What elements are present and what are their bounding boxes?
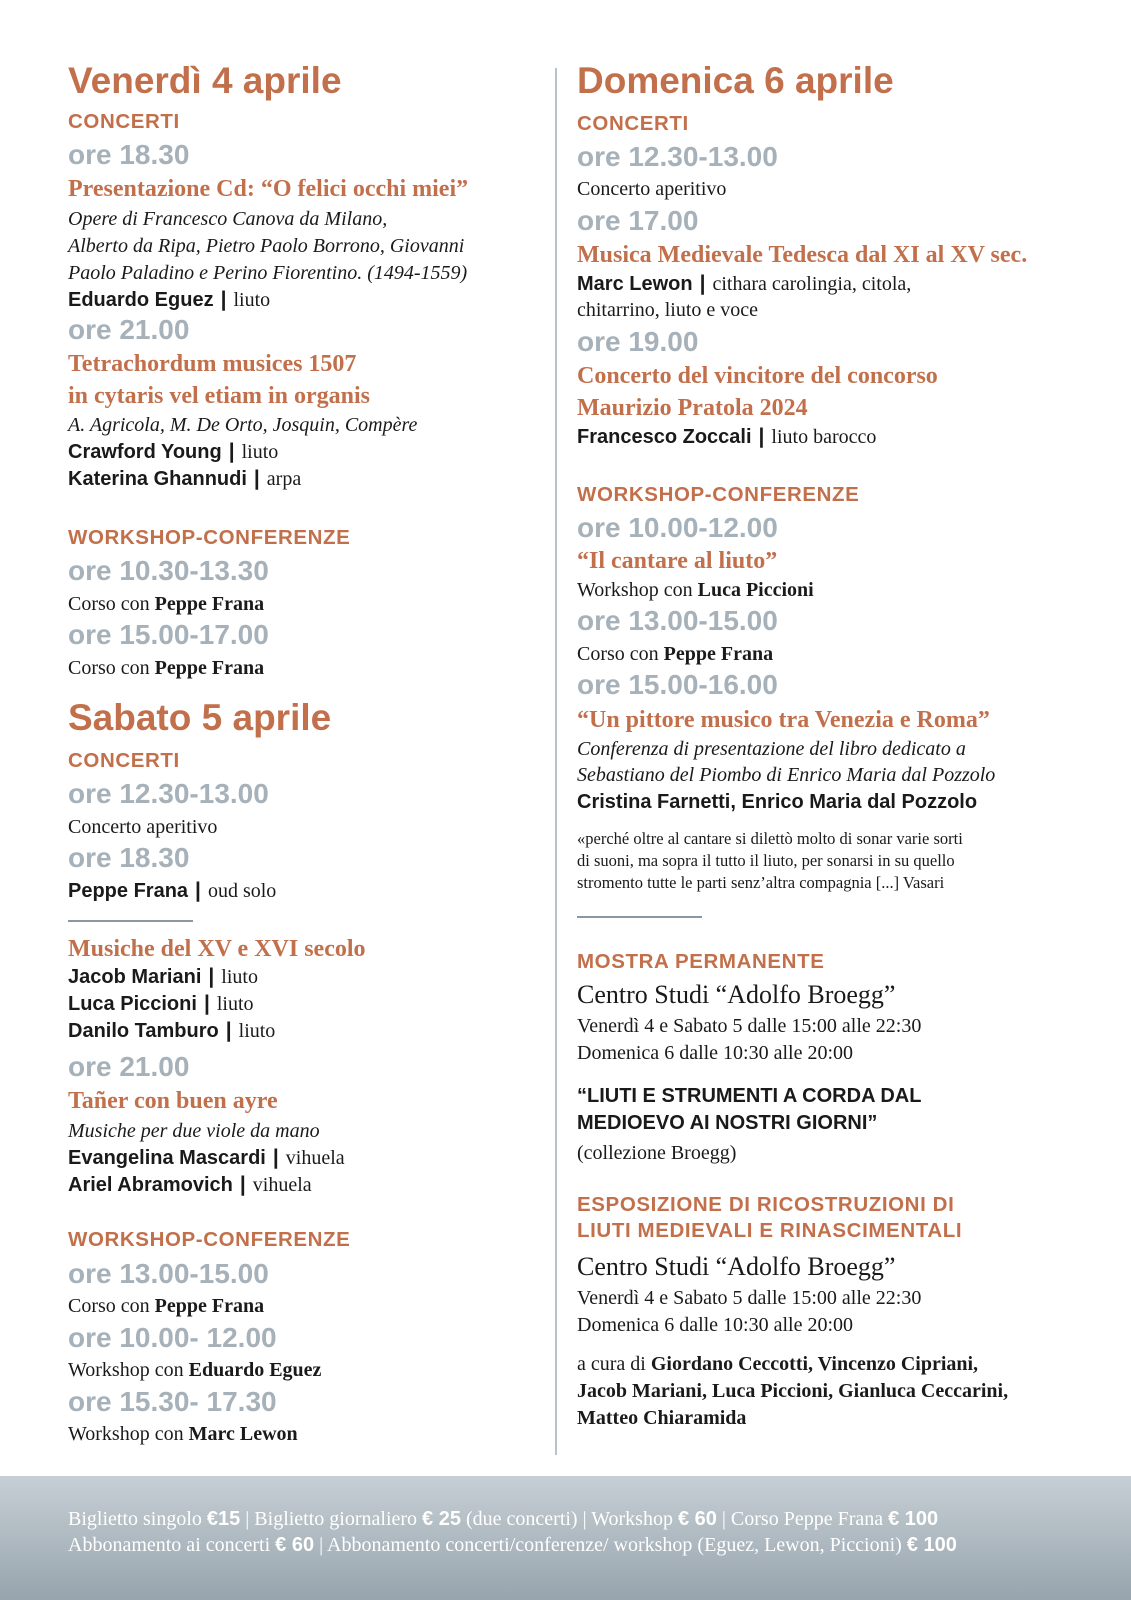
instructor-name: Peppe Frana [663,643,774,665]
separator: | [758,425,765,448]
quote-line: di suoni, ma sopra il tutto il liuto, per sonarsi in su quello [577,851,955,870]
time-slot: ore 10.00-12.00 [577,512,778,543]
performer-role: cithara carolingia, citola, [712,273,912,295]
column-divider [555,68,557,1455]
event-title: Musica Medievale Tedesca dal XI al XV sec. [577,242,1028,268]
performer-role: liuto [238,1020,276,1042]
performer-line [68,965,258,989]
exhibit-title: “LIUTI E STRUMENTI A CORDA DAL [577,1085,922,1107]
time-slot: ore 10.30-13.30 [68,555,269,586]
curator-names: Matteo Chiaramida [577,1407,747,1429]
exhibit-title: MEDIOEVO AI NOSTRI GIORNI” [577,1112,878,1134]
event-description: Opere di Francesco Canova da Milano, [68,208,388,230]
curator-names: Jacob Mariani, Luca Piccioni, Gianluca Ceccarini, [577,1380,1009,1402]
ticket-line-2 [68,1534,957,1557]
ticket-label: Abbonamento ai concerti [68,1534,271,1556]
event-description: Alberto da Ripa, Pietro Paolo Borrono, Giovanni [68,235,465,257]
performer-name: Francesco Zoccali [577,426,752,448]
ticket-price: € 60 [677,1508,717,1530]
time-slot: ore 13.00-15.00 [68,1258,269,1289]
performer-name: Crawford Young [68,441,222,463]
separator: | [253,467,260,490]
separator: | [239,1173,246,1196]
curated-by-label: a cura di [577,1353,646,1375]
ticket-label: Corso Peppe Frana [730,1508,884,1530]
performer-role: arpa [266,468,302,490]
quote-line: «perché oltre al cantare si dilettò molto di sonar varie sorti [577,829,963,848]
time-slot: ore 12.30-13.00 [68,778,269,809]
section-heading-concerts: CONCERTI [577,112,689,135]
time-slot: ore 21.00 [68,1051,190,1082]
separator: | [699,272,706,295]
separator: | [582,1508,587,1530]
instructor-name: Luca Piccioni [697,579,814,601]
event-title: “Un pittore musico tra Venezia e Roma” [577,707,990,733]
section-heading-esposizione: LIUTI MEDIEVALI E RINASCIMENTALI [577,1219,963,1242]
performer-role: vihuela [285,1147,345,1169]
separator: | [220,288,227,311]
opening-hours: Venerdì 4 e Sabato 5 dalle 15:00 alle 22:30 [577,1287,922,1309]
event-description: Sebastiano del Piombo di Enrico Maria dal Pozzolo [577,764,996,786]
performer-name: Ariel Abramovich [68,1174,233,1196]
workshop-line [68,657,264,680]
performer-line [68,992,254,1016]
performer-role: liuto [241,441,279,463]
performer-role: vihuela [252,1174,312,1196]
event-title: Tetrachordum musices 1507 [68,351,357,377]
performer-line [68,467,301,491]
time-slot: ore 10.00- 12.00 [68,1322,277,1353]
curator-names: Giordano Ceccotti, Vincenzo Cipriani, [650,1353,979,1375]
ticket-note: (due concerti) [465,1508,578,1530]
section-heading-concerts: CONCERTI [68,749,180,772]
performer-name: Eduardo Eguez [68,289,214,311]
separator: | [319,1534,324,1556]
day-title-friday: Venerdì 4 aprile [68,60,342,101]
workshop-type: Corso con [68,593,150,615]
event-description: A. Agricola, M. De Orto, Josquin, Compère [68,414,418,436]
event-title: Musiche del XV e XVI secolo [68,936,366,962]
event-title: Tañer con buen ayre [68,1088,278,1114]
event-title: Maurizio Pratola 2024 [577,395,808,421]
venue-name: Centro Studi “Adolfo Broegg” [577,1252,896,1281]
event-description: Concerto aperitivo [68,816,218,838]
curators-line [577,1380,1008,1403]
performer-role: liuto [216,993,254,1015]
separator: | [245,1508,250,1530]
time-slot: ore 18.30 [68,842,190,873]
workshop-type: Workshop con [68,1359,184,1381]
section-heading-mostra: MOSTRA PERMANENTE [577,950,825,973]
separator: | [228,440,235,463]
separator: | [272,1146,279,1169]
opening-hours: Domenica 6 dalle 10:30 alle 20:00 [577,1314,854,1336]
event-title: Presentazione Cd: “O felici occhi miei” [68,176,469,202]
workshop-type: Workshop con [577,579,693,601]
performer-line [68,1146,345,1170]
event-title: “Il cantare al liuto” [577,548,778,574]
workshop-line [68,1295,264,1318]
ticket-price: € 100 [906,1534,957,1556]
workshop-type: Corso con [68,657,150,679]
ticket-price: € 100 [888,1508,939,1530]
section-heading-workshop: WORKSHOP-CONFERENZE [68,526,351,549]
performer-line [68,288,270,312]
performer-name: Jacob Mariani [68,966,202,988]
ticket-label: Abbonamento concerti/conferenze/ workshop (Eguez, Lewon, Piccioni) [327,1534,902,1556]
curators-line [577,1407,746,1430]
time-slot: ore 15.30- 17.30 [68,1386,277,1417]
event-description: Conferenza di presentazione del libro dedicato a [577,738,966,760]
time-slot: ore 21.00 [68,314,190,345]
performer-role-continued: chitarrino, liuto e voce [577,299,759,321]
ticket-price: € 60 [275,1534,315,1556]
time-slot: ore 18.30 [68,139,190,170]
divider-short [577,916,702,918]
curators-line [577,1353,978,1376]
instructor-name: Peppe Frana [154,657,265,679]
divider-short [68,920,193,922]
workshop-type: Corso con [577,643,659,665]
workshop-line [68,1359,321,1382]
day-title-sunday: Domenica 6 aprile [577,60,894,101]
instructor-name: Peppe Frana [154,1295,265,1317]
performer-role: liuto [221,966,258,988]
workshop-type: Workshop con [68,1423,184,1445]
performer-line [577,425,876,449]
separator: | [721,1508,726,1530]
time-slot: ore 15.00-16.00 [577,669,778,700]
separator: | [195,879,201,902]
time-slot: ore 19.00 [577,326,699,357]
time-slot: ore 13.00-15.00 [577,605,778,636]
opening-hours: Domenica 6 dalle 10:30 alle 20:00 [577,1042,854,1064]
ticket-label: Workshop [591,1508,673,1530]
time-slot: ore 12.30-13.00 [577,141,778,172]
instructor-name: Marc Lewon [188,1423,298,1445]
workshop-line [577,643,773,666]
time-slot: ore 17.00 [577,205,699,236]
ticket-line-1 [68,1508,938,1531]
event-description: Paolo Paladino e Perino Fiorentino. (1494-1559) [68,262,468,284]
performer-role: liuto barocco [771,426,877,448]
performer-name: Luca Piccioni [68,993,197,1015]
ticket-price: €15 [206,1508,241,1530]
instructor-name: Eduardo Eguez [188,1359,322,1381]
performer-role: oud solo [207,880,277,902]
performer-line [68,1019,275,1043]
performer-role: liuto [233,289,271,311]
ticket-label: Biglietto giornaliero [254,1508,418,1530]
section-heading-workshop: WORKSHOP-CONFERENZE [577,483,860,506]
separator: | [203,992,210,1015]
performer-name: Peppe Frana [68,880,189,902]
workshop-line [68,1423,298,1446]
section-heading-workshop: WORKSHOP-CONFERENZE [68,1228,351,1251]
performer-line [68,1173,312,1197]
ticket-footer [0,1476,1131,1600]
instructor-name: Peppe Frana [154,593,265,615]
speakers: Cristina Farnetti, Enrico Maria dal Pozzolo [577,791,978,813]
event-title: Concerto del vincitore del concorso [577,363,938,389]
separator: | [225,1019,232,1042]
quote-line: stromento tutte le parti senz’altra compagnia [...] Vasari [577,873,945,892]
event-description: Musiche per due viole da mano [68,1120,320,1142]
workshop-line [577,579,814,602]
event-title: in cytaris vel etiam in organis [68,383,370,409]
opening-hours: Venerdì 4 e Sabato 5 dalle 15:00 alle 22:30 [577,1015,922,1037]
workshop-line [68,593,264,616]
performer-name: Evangelina Mascardi [68,1147,266,1169]
workshop-type: Corso con [68,1295,150,1317]
collection-note: (collezione Broegg) [577,1142,737,1164]
time-slot: ore 15.00-17.00 [68,619,269,650]
ticket-price: € 25 [422,1508,461,1530]
performer-name: Katerina Ghannudi [68,468,247,490]
venue-name: Centro Studi “Adolfo Broegg” [577,980,896,1009]
performer-name: Marc Lewon [577,273,693,295]
performer-line [68,440,278,464]
performer-name: Danilo Tamburo [68,1020,219,1042]
day-title-saturday: Sabato 5 aprile [68,697,332,738]
performer-line [68,879,276,903]
separator: | [208,965,215,988]
ticket-label: Biglietto singolo [68,1508,202,1530]
event-description: Concerto aperitivo [577,178,727,200]
section-heading-concerts: CONCERTI [68,110,180,133]
performer-line [577,272,911,296]
section-heading-esposizione: ESPOSIZIONE DI RICOSTRUZIONI DI [577,1193,955,1216]
